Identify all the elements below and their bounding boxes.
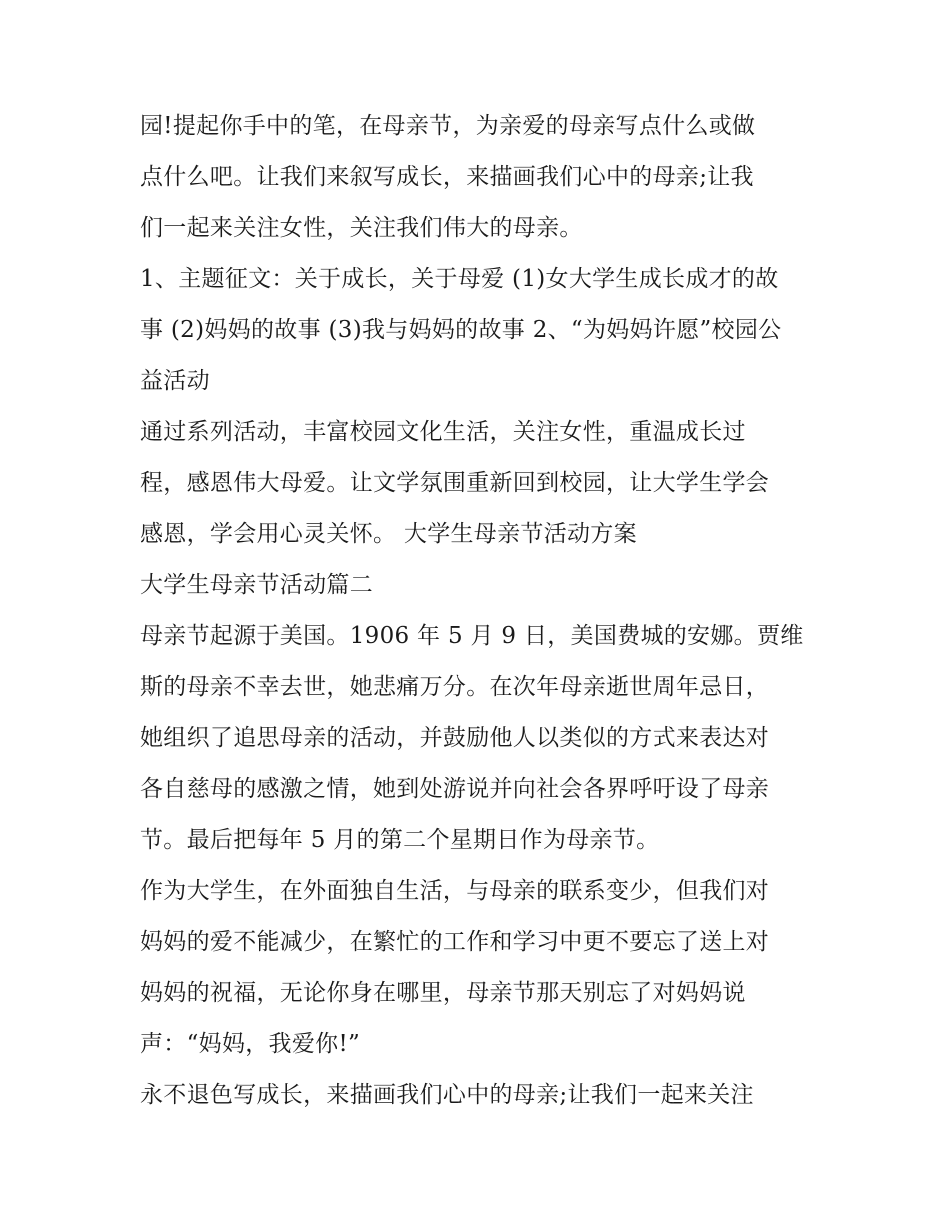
- text-line: 作为大学生，在外面独自生活，与母亲的联系变少，但我们对: [140, 878, 770, 904]
- text-line: 园!提起你手中的笔，在母亲节，为亲爱的母亲写点什么或做: [140, 113, 756, 139]
- text-line: 通过系列活动，丰富校园文化生活，关注女性，重温成长过: [140, 419, 746, 445]
- document-body: [140, 101, 820, 1121]
- text-line: 妈妈的祝福，无论你身在哪里，母亲节那天别忘了对妈妈说: [140, 980, 746, 1006]
- text-line: 们一起来关注女性，关注我们伟大的母亲。: [140, 215, 583, 241]
- text-line: 感恩，学会用心灵关怀。 大学生母亲节活动方案: [140, 521, 637, 547]
- text-line: 永不退色写成长，来描画我们心中的母亲;让我们一起来关注: [140, 1082, 754, 1108]
- text-line: 益活动: [140, 368, 210, 394]
- text-line: 母亲节起源于美国。1906 年 5 月 9 日，美国费城的安娜。贾维: [140, 623, 804, 649]
- text-line: 程，感恩伟大母爱。让文学氛围重新回到校园，让大学生学会: [140, 470, 770, 496]
- text-line: 事 (2)妈妈的故事 (3)我与妈妈的故事 2、“为妈妈许愿”校园公: [140, 317, 782, 343]
- text-line: 妈妈的爱不能减少，在繁忙的工作和学习中更不要忘了送上对: [140, 929, 770, 955]
- text-line: 节。最后把每年 5 月的第二个星期日作为母亲节。: [140, 827, 660, 853]
- section-heading: 大学生母亲节活动篇二: [140, 572, 373, 598]
- text-line: 斯的母亲不幸去世，她悲痛万分。在次年母亲逝世周年忌日，: [140, 674, 770, 700]
- text-line: 声：“妈妈，我爱你!”: [140, 1031, 361, 1057]
- text-line: 点什么吧。让我们来叙写成长，来描画我们心中的母亲;让我: [140, 164, 754, 190]
- text-line: 她组织了追思母亲的活动，并鼓励他人以类似的方式来表达对: [140, 725, 770, 751]
- text-line: 1、主题征文：关于成长，关于母爱 (1)女大学生成长成才的故: [140, 266, 779, 292]
- text-line: 各自慈母的感激之情，她到处游说并向社会各界呼吁设了母亲: [140, 776, 770, 802]
